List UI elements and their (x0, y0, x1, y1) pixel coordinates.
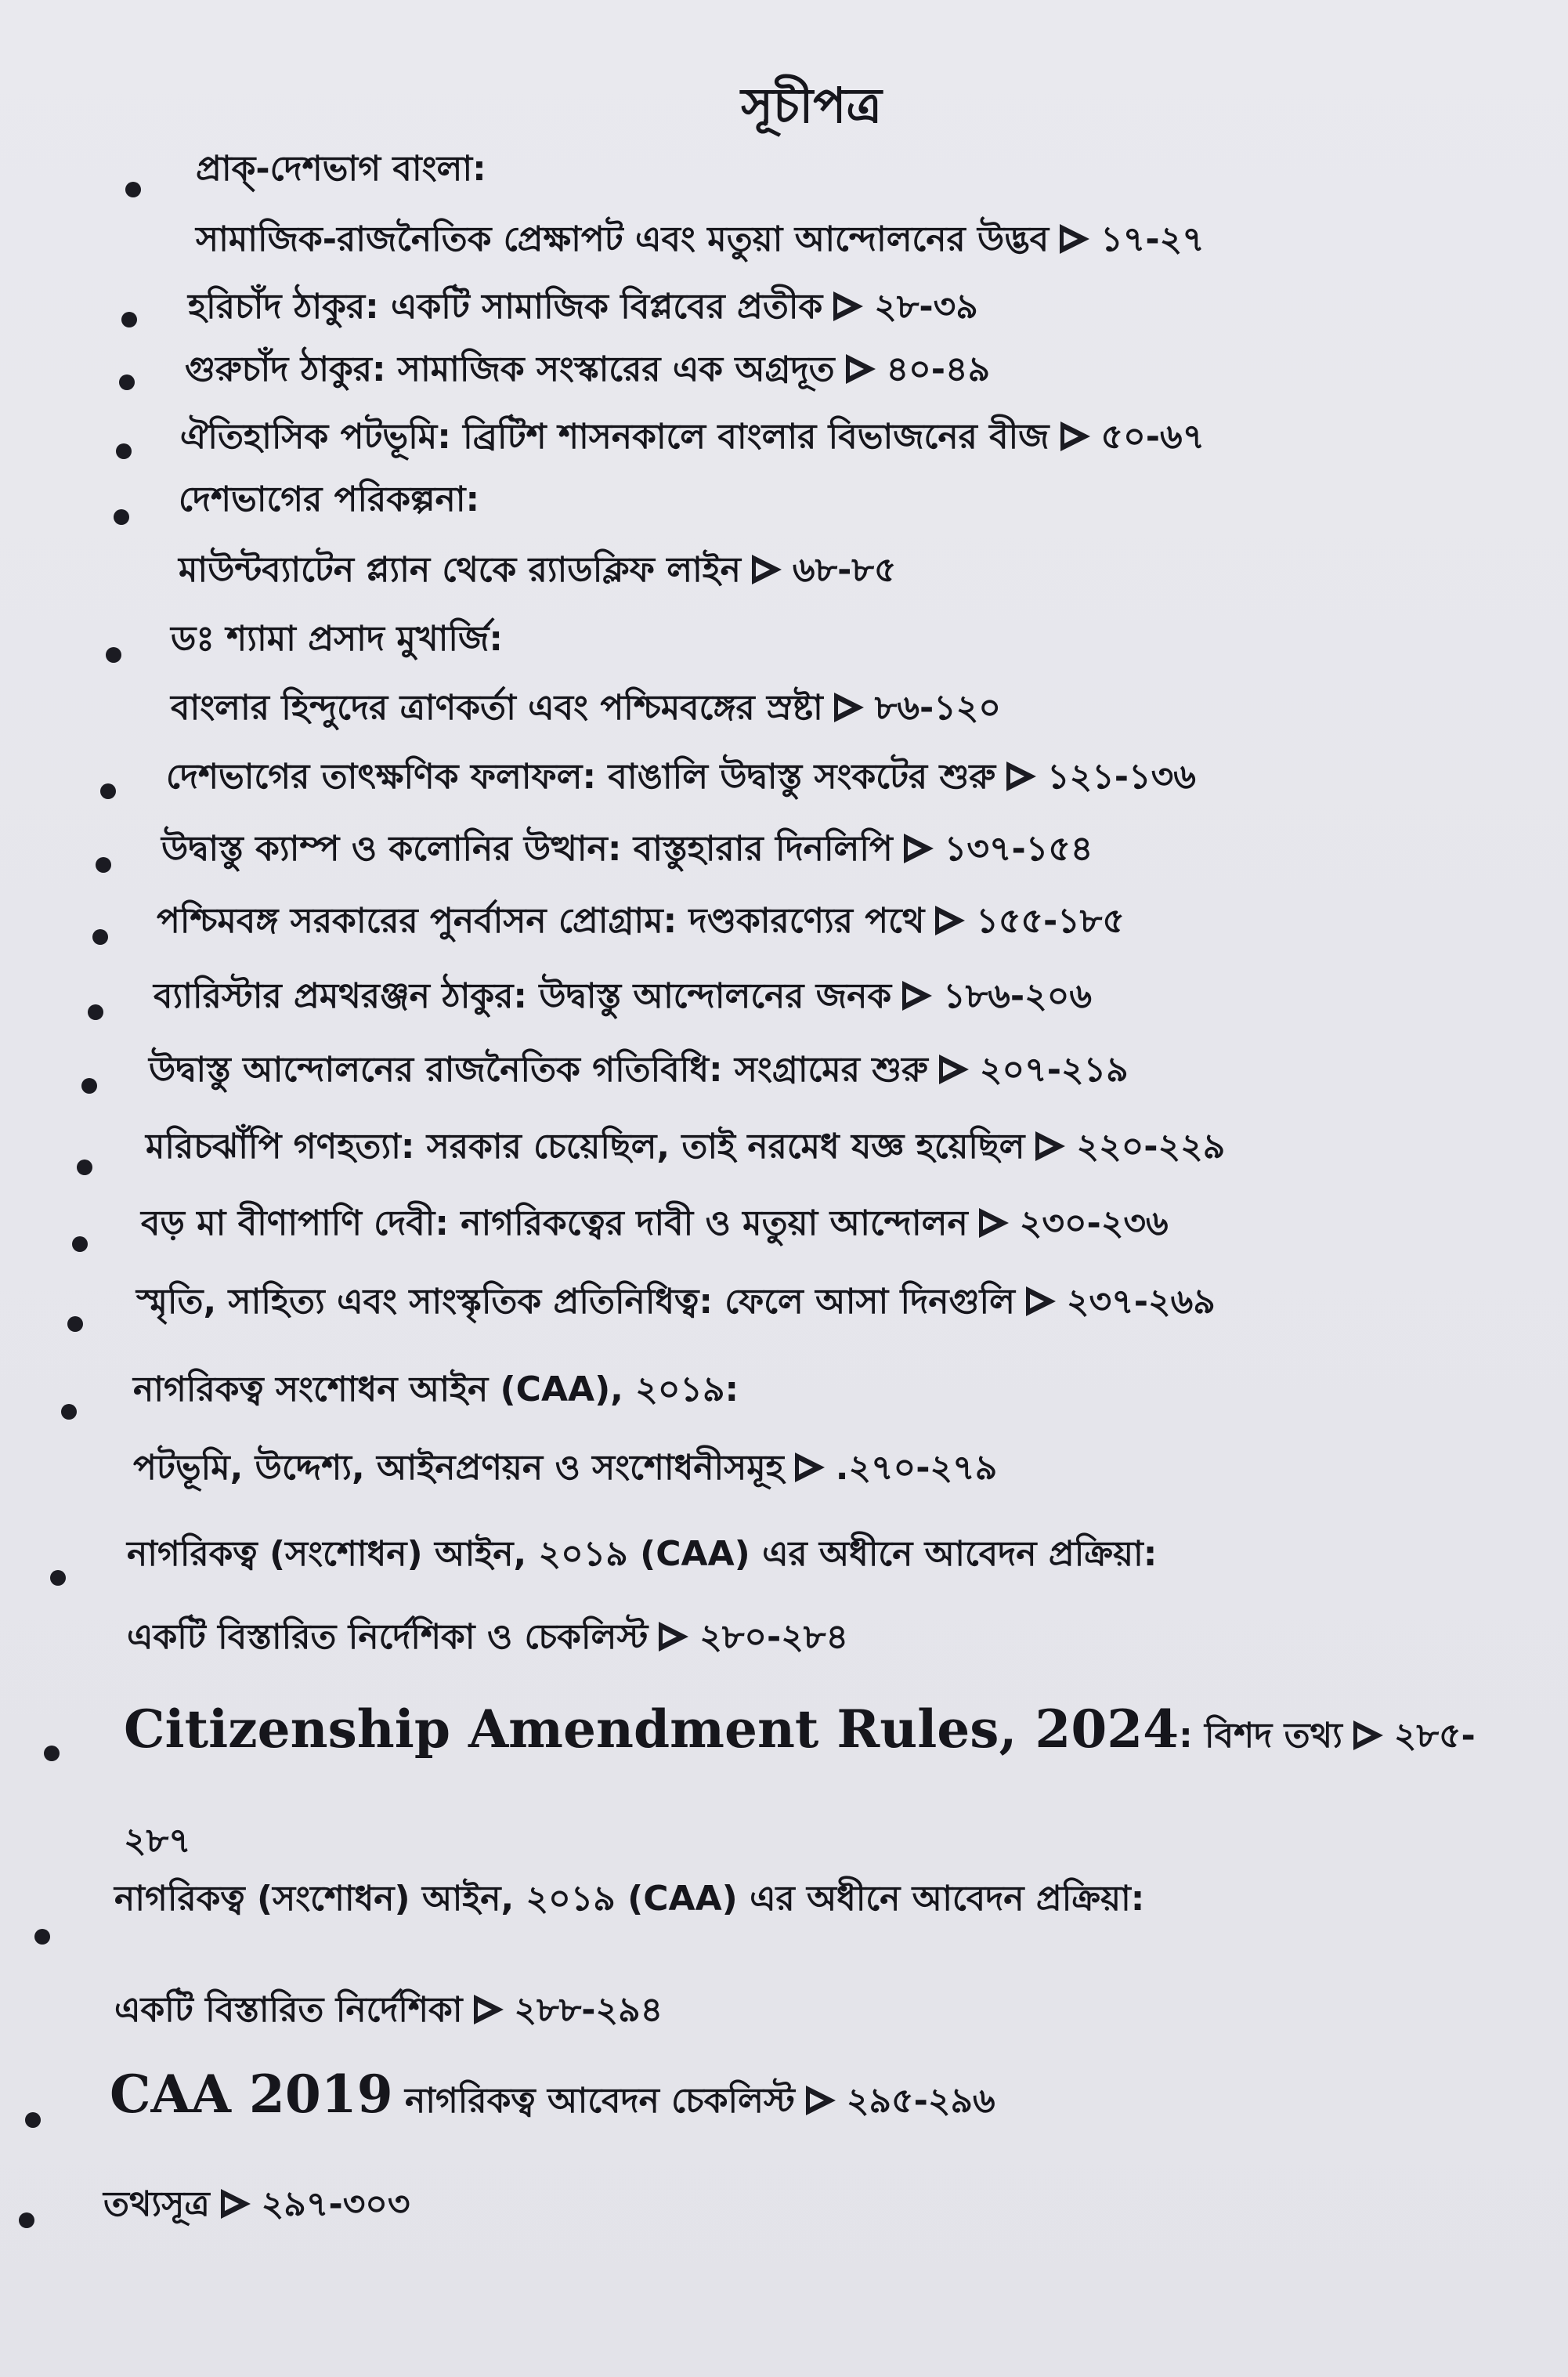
arrow-icon (1026, 1286, 1056, 1316)
arrow-icon (1035, 1131, 1065, 1161)
arrow-icon (979, 1208, 1009, 1238)
entry-title: বড় মা বীণাপাণি দেবী: নাগরিকত্বের দাবী ও মতুয়া আন্দোলন ২৩০-২৩৬ (141, 1203, 1169, 1243)
arrow-icon (659, 1622, 688, 1652)
bullet-icon (44, 1746, 60, 1761)
entry-title: তথ্যসূত্র ২৯৭-৩০৩ (103, 2184, 410, 2224)
page-range: ২২০-২২৯ (1076, 1127, 1226, 1167)
entry-heading: নাগরিকত্ব (সংশোধন) আইন, ২০১৯ (CAA) এর অধীনে আবেদন প্রক্রিয়া: (114, 1879, 1145, 1919)
entry-title: Citizenship Amendment Rules, 2024: বিশদ তথ্য ২৮৫- (124, 1699, 1476, 1760)
bullet-icon (100, 783, 116, 799)
entry-subtitle: বাংলার হিন্দুদের ত্রাণকর্তা এবং পশ্চিমবঙ্গের স্রষ্টা ৮৬-১২০ (171, 688, 1001, 728)
arrow-icon (935, 906, 965, 935)
bullet-icon (106, 647, 121, 663)
arrow-icon (795, 1453, 825, 1482)
page-range: ৫০-৬৭ (1100, 417, 1205, 457)
page-range: ২০৭-২১৯ (979, 1050, 1129, 1090)
arrow-icon (939, 1055, 969, 1084)
entry-title: ব্যারিস্টার প্রমথরঞ্জন ঠাকুর: উদ্বাস্তু আন্দোলনের জনক ১৮৬-২০৬ (154, 976, 1093, 1016)
arrow-icon (846, 354, 876, 384)
entry-heading: নাগরিকত্ব সংশোধন আইন (CAA), ২০১৯: (133, 1369, 739, 1409)
page-range: ১২১-১৩৬ (1047, 757, 1196, 797)
page-range: ২৮০-২৮৪ (699, 1617, 849, 1657)
entry-title: দেশভাগের তাৎক্ষণিক ফলাফল: বাঙালি উদ্বাস্তু সংকটের শুরু ১২১-১৩৬ (166, 757, 1196, 797)
arrow-icon (1006, 762, 1036, 791)
page-range: ৬৮-৮৫ (792, 550, 897, 590)
bullet-icon (96, 857, 111, 873)
page-range: ৮৬-১২০ (874, 688, 1001, 728)
bullet-icon (92, 929, 108, 945)
entry-title: উদ্বাস্তু ক্যাম্প ও কলোনির উত্থান: বাস্তুহারার দিনলিপি ১৩৭-১৫৪ (161, 829, 1093, 869)
entry-subtitle: পটভূমি, উদ্দেশ্য, আইনপ্রণয়ন ও সংশোধনীসমূহ .২৭০-২৭৯ (133, 1448, 998, 1488)
arrow-icon (806, 2086, 836, 2115)
page-range: ৪০-৪৯ (886, 349, 991, 389)
page-range: ১৫৫-১৮৫ (976, 901, 1125, 941)
entry-title: গুরুচাঁদ ঠাকুর: সামাজিক সংস্কারের এক অগ্রদূত ৪০-৪৯ (185, 349, 991, 389)
entry-subtitle: একটি বিস্তারিত নির্দেশিকা ও চেকলিস্ট ২৮০-২৮৪ (127, 1617, 849, 1657)
page-range: .২৭০-২৭৯ (835, 1448, 998, 1488)
entry-title-english: Citizenship Amendment Rules, 2024 (124, 1699, 1180, 1760)
entry-title: CAA 2019 নাগরিকত্ব আবেদন চেকলিস্ট ২৯৫-২৯৬ (110, 2064, 995, 2125)
page-range: ২৮৮-২৯৪ (514, 1990, 663, 2030)
bullet-icon (34, 1929, 50, 1945)
bullet-icon (77, 1160, 92, 1175)
arrow-icon (1353, 1720, 1383, 1750)
bullet-icon (125, 182, 141, 197)
page-range: ২৯৫-২৯৬ (846, 2081, 995, 2121)
page-range: ১৭-২৭ (1100, 219, 1205, 259)
arrow-icon (752, 555, 782, 584)
entry-title: ঐতিহাসিক পটভূমি: ব্রিটিশ শাসনকালে বাংলার বিভাজনের বীজ ৫০-৬৭ (180, 417, 1205, 457)
page-range: ২৩৭-২৬৯ (1066, 1282, 1216, 1322)
arrow-icon (902, 981, 932, 1011)
entry-title: উদ্বাস্তু আন্দোলনের রাজনৈতিক গতিবিধি: সংগ্রামের শুরু ২০৭-২১৯ (149, 1050, 1129, 1090)
entry-title: হরিচাঁদ ঠাকুর: একটি সামাজিক বিপ্লবের প্রতীক ২৮-৩৯ (188, 287, 978, 327)
entry-title: পশ্চিমবঙ্গ সরকারের পুনর্বাসন প্রোগ্রাম: দণ্ডকারণ্যের পথে ১৫৫-১৮৫ (157, 901, 1125, 941)
page-range: ২৮-৩৯ (874, 287, 978, 327)
bullet-icon (19, 2212, 34, 2228)
bullet-icon (81, 1078, 97, 1094)
entry-heading: নাগরিকত্ব (সংশোধন) আইন, ২০১৯ (CAA) এর অধীনে আবেদন প্রক্রিয়া: (127, 1534, 1158, 1574)
entry-subtitle: মাউন্টব্যাটেন প্ল্যান থেকে র‍্যাডক্লিফ লাইন ৬৮-৮৫ (179, 550, 897, 590)
entry-heading: প্রাক্-দেশভাগ বাংলা: (196, 149, 486, 189)
bullet-icon (50, 1570, 66, 1586)
page-range: ২৮৫- (1393, 1716, 1476, 1756)
bullet-icon (67, 1316, 83, 1332)
arrow-icon (474, 1995, 504, 2024)
page-range: ২৩০-২৩৬ (1019, 1203, 1169, 1243)
bullet-icon (72, 1236, 88, 1252)
arrow-icon (1060, 224, 1089, 254)
bullet-icon (61, 1404, 77, 1420)
arrow-icon (834, 693, 864, 722)
page-range-continued: ২৮৭ (124, 1821, 191, 1861)
bullet-icon (114, 509, 129, 525)
entry-subtitle: একটি বিস্তারিত নির্দেশিকা ২৮৮-২৯৪ (114, 1990, 663, 2030)
page-range: ১৩৭-১৫৪ (944, 829, 1093, 869)
arrow-icon (1060, 421, 1090, 451)
page-range: ১৮৬-২০৬ (943, 976, 1093, 1016)
page-range: ২৯৭-৩০৩ (261, 2184, 410, 2224)
entry-heading: ডঃ শ্যামা প্রসাদ মুখার্জি: (171, 619, 503, 659)
bullet-icon (119, 374, 135, 390)
arrow-icon (904, 834, 934, 863)
page-title: সূচীপত্র (741, 77, 882, 134)
entry-title-english: CAA 2019 (110, 2064, 393, 2125)
arrow-icon (221, 2189, 251, 2219)
arrow-icon (833, 291, 863, 321)
entry-subtitle: সামাজিক-রাজনৈতিক প্রেক্ষাপট এবং মতুয়া আন্দোলনের উদ্ভব ১৭-২৭ (196, 219, 1205, 259)
bullet-icon (116, 443, 132, 459)
entry-title: মরিচঝাঁপি গণহত্যা: সরকার চেয়েছিল, তাই নরমেধ যজ্ঞ হয়েছিল ২২০-২২৯ (146, 1127, 1226, 1167)
bullet-icon (88, 1004, 103, 1020)
bullet-icon (25, 2112, 41, 2128)
bullet-icon (121, 312, 137, 327)
entry-title: স্মৃতি, সাহিত্য এবং সাংস্কৃতিক প্রতিনিধিত্ব: ফেলে আসা দিনগুলি ২৩৭-২৬৯ (136, 1282, 1216, 1322)
entry-heading: দেশভাগের পরিকল্পনা: (179, 479, 480, 519)
